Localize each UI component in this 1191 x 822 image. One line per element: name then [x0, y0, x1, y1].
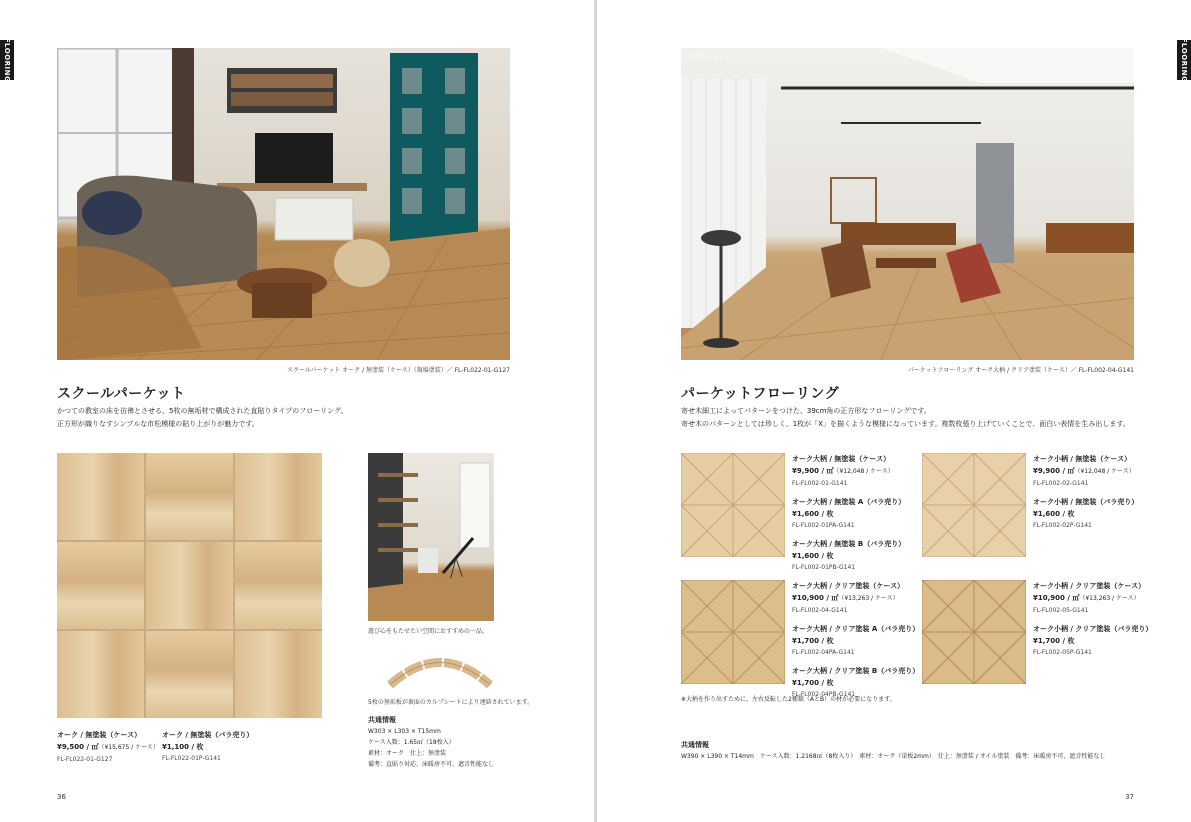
curve-caption: 5枚の無垢板が裏面のカルプシートにより連結されています。 [368, 699, 534, 706]
main-photo-caption: スクールパーケット オーク / 無塗装（ケース）（現場塗装）／ FL-FL022-01-G127 [287, 367, 510, 374]
school-parquet-room-photo [57, 48, 510, 360]
flooring-side-tab: FLOORING [0, 40, 14, 80]
product-title-right: パーケットフローリング [681, 386, 840, 402]
swatch-small-natural [922, 453, 1026, 557]
common-info-right: 共通情報 W390 × L390 × T14mm ケース入数：1.2168㎡（8枚入り） 素材：オーク（単板2mm） 仕上：無塗装 / オイル塗装 備考：床暖房不可、遮音性能なし [681, 741, 1106, 760]
photo-credit: 写真提供：ゼロリノベ [689, 55, 739, 61]
flooring-side-tab-right: FLOORING [1177, 40, 1191, 80]
product-description-right: 寄せ木細工によってパターンをつけた、39cm角の正方形なフローリングです。 寄せ木のパターンとしては珍しく、1枚が「X」を描くような模様になっています。複数枚張り上げていくことで、面白い表情を生み出します。 [681, 407, 1130, 428]
study-room-photo [368, 453, 494, 621]
product-group-large-clear: オーク大柄 / クリア塗装（ケース） ¥10,900 / ㎡（¥13,263 / ケース） FL-FL002-04-G141 オーク大柄 / クリア塗装 A（バラ売り） ¥1,700 / 枚 FL-FL002-04PA-G141 オーク大柄 / クリア塗装 B（バラ売り） ¥1,700 / 枚 FL-FL002-04PB-G141 [792, 582, 920, 698]
product-description: かつての教室の床を彷彿とさせる、5枚の無垢材で構成された直貼りタイプのフローリング。 正方形が織りなすシンプルな市松模様の貼り上がりが魅力です。 [57, 407, 348, 428]
page-number-left: 36 [57, 793, 66, 801]
common-info-left: 共通情報 W303 × L303 × T15mm ケース入数：1.65㎡（18枚入） 素材：オーク 仕上：無塗装 備考：直貼り対応、床暖房不可、遮音性能なし [368, 716, 495, 768]
parquet-room-photo [681, 48, 1134, 360]
swatch-large-natural [681, 453, 785, 557]
ab-note: ※大柄を作り出すために、左右反転した2種類（AとB）の材が必要になります。 [681, 696, 896, 703]
product-item-case: オーク / 無塗装（ケース） ¥9,500 / ㎡（¥15,675 / ケース） FL-FL022-01-G127 [57, 731, 159, 763]
connected-boards-illustration [385, 645, 495, 690]
left-page [0, 0, 594, 822]
product-title: スクールパーケット [57, 386, 186, 402]
school-parquet-sample [57, 453, 322, 718]
room-illustration [57, 48, 510, 360]
product-group-small-clear: オーク小柄 / クリア塗装（ケース） ¥10,900 / ㎡（¥13,263 / ケース） FL-FL002-05-G141 オーク小柄 / クリア塗装（バラ売り） ¥1,700 / 枚 FL-FL002-05P-G141 [1033, 582, 1153, 656]
swatch-small-clear [922, 580, 1026, 684]
study-photo-caption: 遊び心をもたせたい空間におすすめの一品。 [368, 628, 489, 635]
main-photo-caption-right: パーケットフローリング オーク大柄 / クリア塗装（ケース）／ FL-FL002-04-G141 [907, 367, 1134, 374]
swatch-large-clear [681, 580, 785, 684]
product-group-large-natural: オーク大柄 / 無塗装（ケース） ¥9,900 / ㎡（¥12,048 / ケース） FL-FL002-01-G141 オーク大柄 / 無塗装 A（バラ売り） ¥1,600 / 枚 FL-FL002-01PA-G141 オーク大柄 / 無塗装 B（バラ売り） ¥1,600 / 枚 FL-FL002-01PB-G141 [792, 455, 906, 571]
page-number-right: 37 [1125, 793, 1134, 801]
product-group-small-natural: オーク小柄 / 無塗装（ケース） ¥9,900 / ㎡（¥12,048 / ケース） FL-FL002-02-G141 オーク小柄 / 無塗装（バラ売り） ¥1,600 / 枚 FL-FL002-02P-G141 [1033, 455, 1139, 529]
right-page [597, 0, 1191, 822]
product-item-loose: オーク / 無塗装（バラ売り） ¥1,100 / 枚 FL-FL022-01P-G141 [162, 731, 254, 762]
